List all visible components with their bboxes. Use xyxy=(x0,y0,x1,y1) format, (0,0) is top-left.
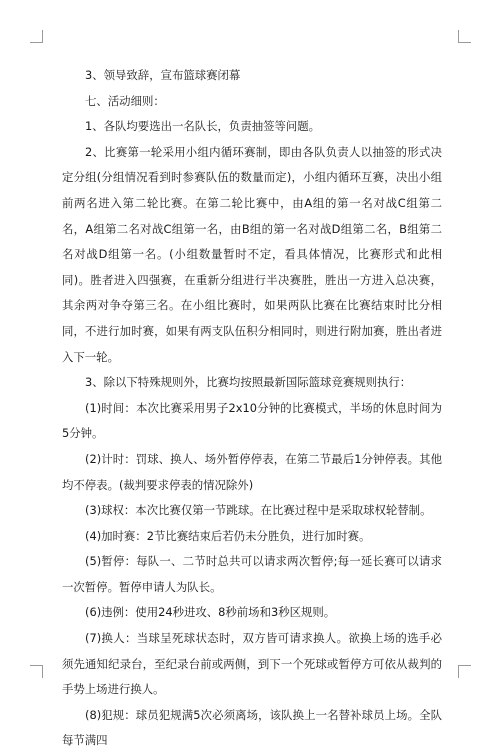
paragraph-rule-time: (1)时间：本次比赛采用男子2x10分钟的比赛模式，半场的休息时间为5分钟。 xyxy=(62,400,442,441)
paragraph-rule-timeout: (5)暂停：每队一、二节时总共可以请求两次暂停;每一延长赛可以请求一次暂停。暂停申请人为队长。 xyxy=(62,554,442,594)
paragraph-rule-substitution: (7)换人：当球呈死球状态时，双方皆可请求换人。欲换上场的选手必须先通知纪录台，至纪录台前或两侧，到下一个死球或暂停方可依从裁判的手势上场进行换人。 xyxy=(62,631,442,697)
paragraph-rule-fouls: (8)犯规：球员犯规满5次必须离场，该队换上一名替补球员上场。全队每节满四 xyxy=(62,707,442,748)
paragraph-rule-competition-format: 2、比赛第一轮采用小组内循环赛制，即由各队负责人以抽签的形式决定分组(分组情况看到时参赛队伍的数量而定)，小组内循环互赛，决出小组前两名进入第二轮比赛。在第二轮比赛中，由A组的第一名对战C组第二名，A组第二名对战C组第一名，由B组的第一名对战D组第二名，B组第二名对战D组第一名。(小组数量暂时不定，看具体情况，比赛形式和此相同)。胜者进入四强赛，在重新分组进行半决赛胜，胜出一方进入总决赛，其余两对争夺第三名。在小组比赛时，如果两队比赛在比赛结束时比分相同，不进行加时赛，如果有两支队伍积分相同时，则进行附加赛，胜出者进入下一轮。 xyxy=(62,144,442,364)
crop-mark-bottom-left xyxy=(30,665,43,678)
paragraph-rule-possession: (3)球权：本次比赛仅第一节跳球。在比赛过程中是采取球权轮替制。 xyxy=(85,503,432,518)
crop-mark-top-right xyxy=(458,30,471,43)
crop-mark-top-left xyxy=(30,30,43,43)
paragraph-rule-overtime: (4)加时赛：2节比赛结束后若仍未分胜负，进行加时赛。 xyxy=(85,528,371,543)
paragraph-rule-captain: 1、各队均要选出一名队长，负责抽签等问题。 xyxy=(85,119,321,134)
paragraph-rule-international-rules: 3、除以下特殊规则外，比赛均按照最新国际篮球竞赛规则执行： xyxy=(85,375,412,390)
paragraph-closing-ceremony: 3、领导致辞，宣布篮球赛闭幕 xyxy=(85,68,241,82)
section-heading-activity-rules: 七、活动细则： xyxy=(85,93,165,108)
paragraph-rule-clock: (2)计时：罚球、换人、场外暂停停表，在第二节最后1分钟停表。其他均不停表。(裁判要求停表的情况除外) xyxy=(62,451,442,492)
document-body xyxy=(62,63,442,754)
crop-mark-bottom-right xyxy=(458,665,471,678)
paragraph-rule-violations: (6)违例：使用24秒进攻、8秒前场和3秒区规则。 xyxy=(85,605,336,620)
